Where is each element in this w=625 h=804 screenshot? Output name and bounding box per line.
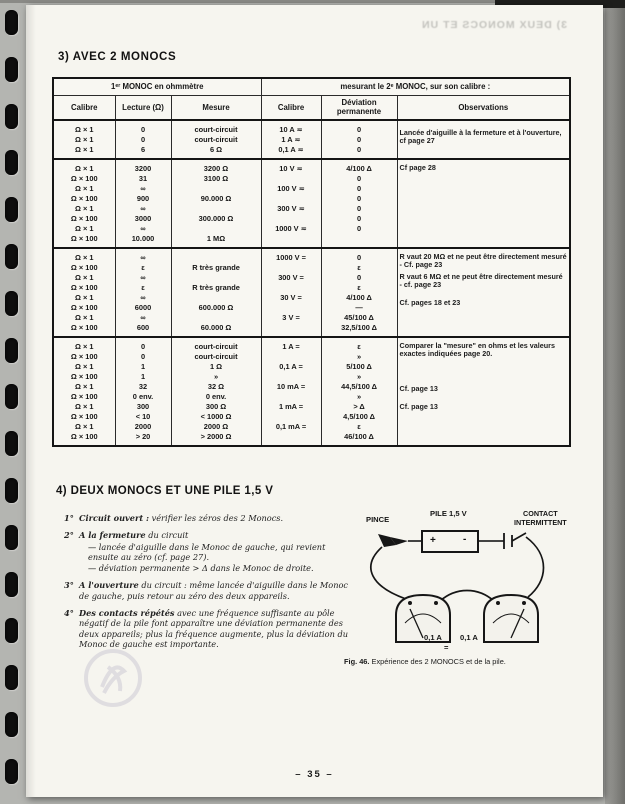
table-value: ∞ <box>140 204 146 213</box>
meter-right-icon <box>484 595 538 642</box>
table-value: 0 <box>356 204 362 213</box>
binding-hole <box>5 618 18 643</box>
table-value: court-circuit <box>194 135 238 144</box>
observation-text: Lancée d'aiguille à la fermeture et à l'ouverture, cf page 27 <box>399 128 562 146</box>
table-value: Ω × 1 <box>75 145 94 154</box>
table-value: > Δ <box>353 402 365 411</box>
table-value: 32 <box>138 382 148 391</box>
table-value: ∞ <box>140 184 146 193</box>
table-value: 0 <box>356 184 362 193</box>
table-value: Ω × 100 <box>70 234 98 243</box>
table-value: Ω × 100 <box>70 352 98 361</box>
table-cell <box>171 337 261 446</box>
table-value: 0 <box>140 125 146 134</box>
table-value: Ω × 100 <box>70 323 98 332</box>
table-value: ε <box>141 263 145 272</box>
section-4-heading: 4) DEUX MONOCS ET UNE PILE 1,5 V <box>56 485 274 497</box>
table-value: 10.000 <box>131 234 155 243</box>
table-value <box>174 204 259 214</box>
table-value: 44,5/100 Δ <box>341 382 377 391</box>
table-value: 4,5/100 Δ <box>343 412 375 421</box>
figure-caption <box>344 657 596 666</box>
binding-hole <box>5 431 18 456</box>
binding-hole <box>5 57 18 82</box>
table-cell <box>115 337 171 446</box>
meter-left-range-label: 0,1 A <box>424 633 442 642</box>
table-value: court-circuit <box>194 342 238 351</box>
clip-icon <box>378 534 408 547</box>
table-value: » <box>356 352 362 361</box>
table-value <box>264 412 319 422</box>
list-item-number: 1° <box>64 513 74 523</box>
table-value: 0 <box>356 135 362 144</box>
table-value: ∞ <box>140 293 146 302</box>
table-group-row <box>53 337 570 446</box>
table-value: 0,1 mA = <box>275 422 307 431</box>
table-cell <box>53 337 115 446</box>
table-value: Ω × 1 <box>75 273 94 282</box>
table-value: 1 <box>140 372 146 381</box>
table-value: Ω × 1 <box>75 382 94 391</box>
publisher-watermark-icon <box>82 647 144 709</box>
table-value: 6 Ω <box>209 145 223 154</box>
binding-hole <box>5 478 18 503</box>
observations-cell <box>397 337 570 446</box>
table-value <box>264 283 319 293</box>
binding-hole <box>5 10 18 35</box>
table-value: 46/100 Δ <box>344 432 374 441</box>
table-value: ∞ <box>140 253 146 262</box>
table-value <box>264 174 319 184</box>
page-number: – 35 – <box>295 769 334 780</box>
contact-icon <box>494 533 526 549</box>
table-value: 300 V ≂ <box>277 204 305 213</box>
table-value: Ω × 100 <box>70 283 98 292</box>
figure-caption-number: Fig. 46. <box>344 657 370 666</box>
table-value: Ω × 100 <box>70 392 98 401</box>
observations-cell <box>397 248 570 337</box>
col-header-deviation-line2: permanente <box>336 107 382 117</box>
table-value: Ω × 1 <box>75 402 94 411</box>
observation-text: Cf. page 13 <box>399 383 438 393</box>
table-value: 0 <box>356 125 362 134</box>
figure-label-contact <box>514 509 567 527</box>
table-value: 300 V = <box>278 273 304 282</box>
list-item: 2° A la fermeture du circuit — lancée d'aiguille dans le Monoc de gauche, qui revient ensuite au zéro (cf. page 27). — déviation permanente > Δ dans le Monoc de droite. <box>64 530 354 573</box>
table-value: 6 <box>140 145 146 154</box>
table-cell <box>261 120 321 159</box>
observations-cell <box>397 120 570 159</box>
table-value: 3000 <box>134 214 152 223</box>
observation-text: Cf. pages 18 et 23 <box>399 297 461 307</box>
table-value: Ω × 1 <box>75 164 94 173</box>
table-value: 1 A ≂ <box>281 135 301 144</box>
table-value: Ω × 1 <box>75 125 94 134</box>
list-item: 3° A l'ouverture du circuit : même lancée d'aiguille dans le Monoc de gauche, puis retour au zéro des deux appareils. <box>64 580 348 601</box>
table-cell <box>53 159 115 248</box>
table-value: Ω × 100 <box>70 372 98 381</box>
list-item-lead: Des contacts répétés <box>79 608 175 619</box>
table-value: 30 V = <box>280 293 302 302</box>
list-sub-item: — déviation permanente > Δ dans le Monoc de droite. <box>88 563 314 574</box>
col-header-calibre-2: Calibre <box>261 95 321 120</box>
table-value <box>264 263 319 273</box>
table-value: Ω × 100 <box>70 303 98 312</box>
figure-46 <box>344 507 596 659</box>
table-value: ε <box>357 342 361 351</box>
table-group-row <box>53 159 570 248</box>
table-group-header-right: mesurant le 2ᵉ MONOC, sur son calibre : <box>261 78 570 95</box>
table-value: < 1000 Ω <box>200 412 232 421</box>
battery-icon <box>408 531 494 552</box>
table-cell <box>261 337 321 446</box>
table-value: 1 mA = <box>278 402 304 411</box>
binding-hole <box>5 759 18 784</box>
table-value <box>174 184 259 194</box>
observation-text: R vaut 20 MΩ et ne peut être directement mesuré - Cf. page 23 <box>399 252 567 270</box>
table-value: 31 <box>138 174 148 183</box>
observation-text: R vaut 6 MΩ et ne peut être directement mesuré - cf. page 23 <box>399 271 563 290</box>
table-cell <box>261 159 321 248</box>
table-value: 0 <box>356 174 362 183</box>
table-value: 1 MΩ <box>206 234 226 243</box>
binding-hole <box>5 291 18 316</box>
wire-middle <box>440 591 494 602</box>
figure-caption-text: Expérience des 2 MONOCS et de la pile. <box>371 657 506 666</box>
table-value: ε <box>141 283 145 292</box>
table-value: Ω × 1 <box>75 204 94 213</box>
table-value: Ω × 1 <box>75 422 94 431</box>
table-value: 32,5/100 Δ <box>341 323 377 332</box>
table-value: Ω × 100 <box>70 214 98 223</box>
table-value: > 2000 Ω <box>200 432 232 441</box>
col-header-deviation <box>321 95 397 120</box>
scan-edge-right <box>605 0 625 804</box>
table-value: » <box>356 372 362 381</box>
table-value <box>264 432 319 442</box>
table-value: Ω × 100 <box>70 412 98 421</box>
table-value: 1 A = <box>282 342 300 351</box>
table-group-row <box>53 120 570 159</box>
figure-label-pince: PINCE <box>366 515 390 524</box>
col-header-deviation-line1: Déviation <box>341 98 377 108</box>
table-value <box>264 214 319 224</box>
table-value: court-circuit <box>194 125 238 134</box>
table-value: 1000 V = <box>276 253 306 262</box>
table-value: Ω × 100 <box>70 194 98 203</box>
table-value: 4/100 Δ <box>346 293 372 302</box>
figure-label-contact-line2: INTERMITTENT <box>514 518 567 527</box>
table-value <box>174 224 259 234</box>
table-value: 300 Ω <box>205 402 227 411</box>
table-value: 0 <box>140 342 146 351</box>
table-value: Ω × 1 <box>75 253 94 262</box>
table-cell <box>321 248 397 337</box>
table-cell <box>171 159 261 248</box>
table-value: R très grande <box>192 263 240 272</box>
table-value: 0 env. <box>205 392 227 401</box>
table-value <box>264 372 319 382</box>
binding-hole <box>5 384 18 409</box>
table-value: 3 V = <box>282 313 300 322</box>
table-value: 0 <box>140 352 146 361</box>
table-value: 600 <box>136 323 150 332</box>
observations-cell <box>397 159 570 248</box>
table-value: 300.000 Ω <box>198 214 234 223</box>
wire-left <box>371 547 406 599</box>
table-value: > 20 <box>135 432 151 441</box>
table-value <box>174 313 259 323</box>
battery-minus-sign: - <box>463 534 467 545</box>
document-page <box>26 5 603 797</box>
table-value: 2000 <box>134 422 152 431</box>
table-value: 3100 Ω <box>203 174 229 183</box>
list-item-number: 3° <box>64 580 74 591</box>
table-value: R très grande <box>192 283 240 292</box>
list-item-number: 4° <box>64 608 74 619</box>
table-value: 0 <box>356 253 362 262</box>
section-4-list <box>64 513 354 656</box>
table-value: Ω × 1 <box>75 135 94 144</box>
table-value: Ω × 1 <box>75 184 94 193</box>
table-value: 300 <box>136 402 150 411</box>
table-value: 0 <box>356 224 362 233</box>
col-header-observations: Observations <box>397 95 570 120</box>
table-value: court-circuit <box>194 352 238 361</box>
table-value: 10 mA = <box>276 382 306 391</box>
table-value: 1 Ω <box>209 362 223 371</box>
figure-label-contact-line1: CONTACT <box>523 509 558 518</box>
figure-label-pile: PILE 1,5 V <box>430 509 467 518</box>
section-3-heading: 3) AVEC 2 MONOCS <box>58 51 177 63</box>
col-header-lecture: Lecture (Ω) <box>115 95 171 120</box>
table-value: 4/100 Δ <box>346 164 372 173</box>
binding-hole <box>5 338 18 363</box>
table-value <box>264 392 319 402</box>
table-value: 32 Ω <box>207 382 225 391</box>
list-item-lead: A la fermeture <box>79 530 146 541</box>
measurement-table <box>52 77 571 447</box>
table-cell <box>53 120 115 159</box>
table-value: ε <box>357 422 361 431</box>
table-value: — <box>355 303 363 312</box>
table-cell <box>53 248 115 337</box>
table-value <box>264 352 319 362</box>
table-value: 10 V ≂ <box>279 164 303 173</box>
table-value: Ω × 1 <box>75 313 94 322</box>
table-value: 1000 V ≂ <box>275 224 307 233</box>
table-value: ε <box>357 283 361 292</box>
table-value: » <box>213 372 219 381</box>
binding-hole <box>5 665 18 690</box>
table-value: Ω × 100 <box>70 432 98 441</box>
binding-hole <box>5 104 18 129</box>
table-value: 3200 Ω <box>203 164 229 173</box>
table-cell <box>171 120 261 159</box>
table-value <box>264 234 319 244</box>
table-value <box>264 303 319 313</box>
table-value: 600.000 Ω <box>198 303 234 312</box>
dc-symbol: = <box>444 643 449 652</box>
table-value <box>174 253 259 263</box>
list-item: 1° Circuit ouvert : vérifier les zéros des 2 Monocs. <box>64 513 284 523</box>
table-cell <box>321 159 397 248</box>
table-value <box>174 273 259 283</box>
table-value <box>174 293 259 303</box>
binding-hole <box>5 197 18 222</box>
table-value: < 10 <box>135 412 151 421</box>
table-value: Ω × 1 <box>75 342 94 351</box>
table-value: 45/100 Δ <box>344 313 374 322</box>
binding-hole <box>5 712 18 737</box>
table-cell <box>115 159 171 248</box>
table-value <box>324 234 395 244</box>
table-cell <box>321 337 397 446</box>
table-value <box>264 194 319 204</box>
list-sub-item: — lancée d'aiguille dans le Monoc de gauche, qui revient ensuite au zéro (cf. page 27). <box>88 541 326 562</box>
table-value: 0 <box>356 214 362 223</box>
table-value: ∞ <box>140 273 146 282</box>
table-value: 5/100 Δ <box>346 362 372 371</box>
table-cell <box>115 120 171 159</box>
col-header-mesure: Mesure <box>171 95 261 120</box>
table-value: » <box>356 392 362 401</box>
list-item-lead: Circuit ouvert : <box>79 513 149 523</box>
table-value: Ω × 100 <box>70 174 98 183</box>
col-header-calibre-1: Calibre <box>53 95 115 120</box>
table-value: ∞ <box>140 224 146 233</box>
table-value: 2000 Ω <box>203 422 229 431</box>
table-value: 0 <box>356 145 362 154</box>
list-item-number: 2° <box>64 530 74 541</box>
table-value: 90.000 Ω <box>200 194 232 203</box>
table-value: Ω × 1 <box>75 362 94 371</box>
show-through-text: 3) DEUX MONOCS ET UN <box>420 19 567 31</box>
battery-plus-sign: + <box>430 535 436 546</box>
table-value: 3200 <box>134 164 152 173</box>
binding-hole <box>5 244 18 269</box>
table-value: 0 <box>356 194 362 203</box>
table-value: 0,1 A ≂ <box>278 145 304 154</box>
table-group-header-left: 1ᵉʳ MONOC en ohmmètre <box>53 78 261 95</box>
list-item: 4° Des contacts répétés avec une fréquence suffisante au pôle négatif de la pile font apparaître une déviation permanente des deux appareils; plus la fréquence augmente, plus la déviation du Monoc de gauche est importante. <box>64 608 348 649</box>
table-value: ε <box>357 263 361 272</box>
table-cell <box>171 248 261 337</box>
table-group-row <box>53 248 570 337</box>
table-value: 0 env. <box>132 392 154 401</box>
table-cell <box>321 120 397 159</box>
table-value: Ω × 1 <box>75 293 94 302</box>
table-value: 6000 <box>134 303 152 312</box>
table-cell <box>261 248 321 337</box>
observation-text: Comparer la "mesure" en ohms et les valeurs exactes indiquées page 20. <box>399 341 555 359</box>
observation-text: Cf. page 13 <box>399 402 438 412</box>
table-value: Ω × 100 <box>70 263 98 272</box>
table-value: Ω × 1 <box>75 224 94 233</box>
table-value: 10 A ≂ <box>279 125 303 134</box>
table-value: ∞ <box>140 313 146 322</box>
table-value: 0 <box>356 273 362 282</box>
binding-hole <box>5 525 18 550</box>
table-cell <box>115 248 171 337</box>
binding-hole <box>5 572 18 597</box>
binding-hole <box>5 150 18 175</box>
list-item-lead: A l'ouverture <box>79 580 139 591</box>
wire-right <box>526 537 544 597</box>
table-value: 1 <box>140 362 146 371</box>
observation-text: Cf page 28 <box>399 163 436 172</box>
table-value: 0,1 A = <box>279 362 303 371</box>
table-value: 0 <box>140 135 146 144</box>
table-value: 60.000 Ω <box>200 323 232 332</box>
table-value <box>264 323 319 333</box>
meter-right-range-label: 0,1 A <box>460 633 478 642</box>
table-value: 900 <box>136 194 150 203</box>
table-value: 100 V ≂ <box>277 184 305 193</box>
